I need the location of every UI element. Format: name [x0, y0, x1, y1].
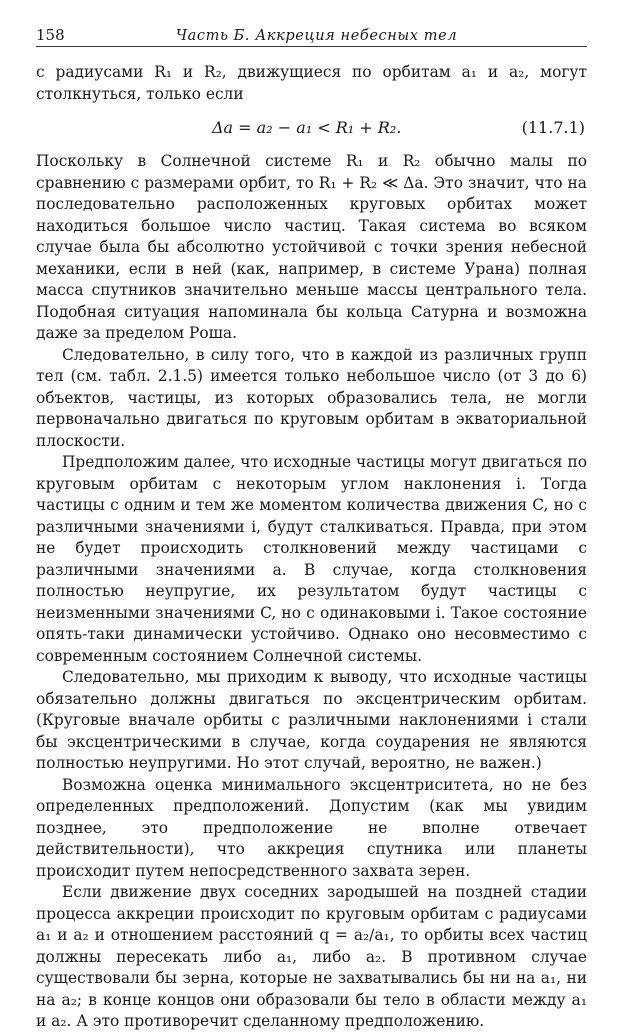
paragraph-5: Следовательно, мы приходим к выводу, что исходные частицы обязательно должны двигаться по эксцентрическим орбитам. (Круговые вначале орбиты с различными наклонениями i стали бы эксцентрическими в случае, когда соударения не являются полностью неупругими. Но этот случай, вероятно, не важен.): [36, 668, 587, 772]
paragraph-4: Предположим далее, что исходные частицы могут двигаться по круговым орбитам с некоторым углом наклонения i. Тогда частицы с одним и тем же моментом количества движения C, но с различными значениями i, будут сталкиваться. Правда, при этом не будет происходить столкновений между частицами с различными значениями a. В случае, когда столкновения полностью неупругие, их результатом будут частицы с неизменными значениями C, но с одинаковыми i. Такое состояние опять-таки динамически устойчиво. Однако оно несовместимо с современным состоянием Солнечной системы.: [36, 453, 587, 665]
paragraph-7: Если движение двух соседних зародышей на поздней стадии процесса аккреции происходит по круговым орбитам с радиусами a₁ и a₂ и отношением расстояний q = a₂/a₁, то орбиты всех частиц должны пересекать либо a₁, либо a₂. В противном случае существовали бы зерна, которые не захватывались бы ни на a₁, ни на a₂; в конце концов они образовали бы тело в области между a₁ и a₂. А это противоречит сделанному предположению.: [36, 883, 587, 1030]
running-title: Часть Б. Аккреция небесных тел: [175, 28, 458, 44]
page-header: [36, 26, 587, 47]
equation: [36, 109, 587, 145]
page-number: 158: [36, 26, 65, 44]
equation-formula: Δa = a₂ − a₁ < R₁ + R₂.: [212, 118, 402, 137]
paragraph-6: Возможна оценка минимального эксцентриситета, но не без определенных предположений. Допустим (как мы увидим позднее, это предположение не вполне отвечает действительности), что аккреция спутника или планеты происходит путем непосредственного захвата зерен.: [36, 775, 587, 880]
paragraph-1: с радиусами R₁ и R₂, движущиеся по орбитам a₁ и a₂, могут столкнуться, только если: [36, 63, 587, 103]
paragraph-2: Поскольку в Солнечной системе R₁ и R₂ обычно малы по сравнению с размерами орбит, то R₁ + R₂ ≪ Δa. Это значит, что на последовательно расположенных круговых орбитах может находиться большое число частиц. Такая система во всяком случае была бы абсолютно устойчивой с точки зрения небесной механики, если в ней (как, например, в системе Урана) полная масса спутников значительно меньше массы центрального тела. Подобная ситуация напоминала бы кольца Сатурна и возможна даже за пределом Роша.: [36, 152, 587, 342]
body-text: [36, 62, 587, 1033]
paragraph-3: Следовательно, в силу того, что в каждой из различных групп тел (см. табл. 2.1.5) имеется только небольшое число (от 3 до 6) объектов, частицы, из которых образовались тела, не могли первоначально двигаться по круговым орбитам в экваториальной плоскости.: [36, 345, 587, 450]
equation-number: (11.7.1): [521, 118, 585, 137]
